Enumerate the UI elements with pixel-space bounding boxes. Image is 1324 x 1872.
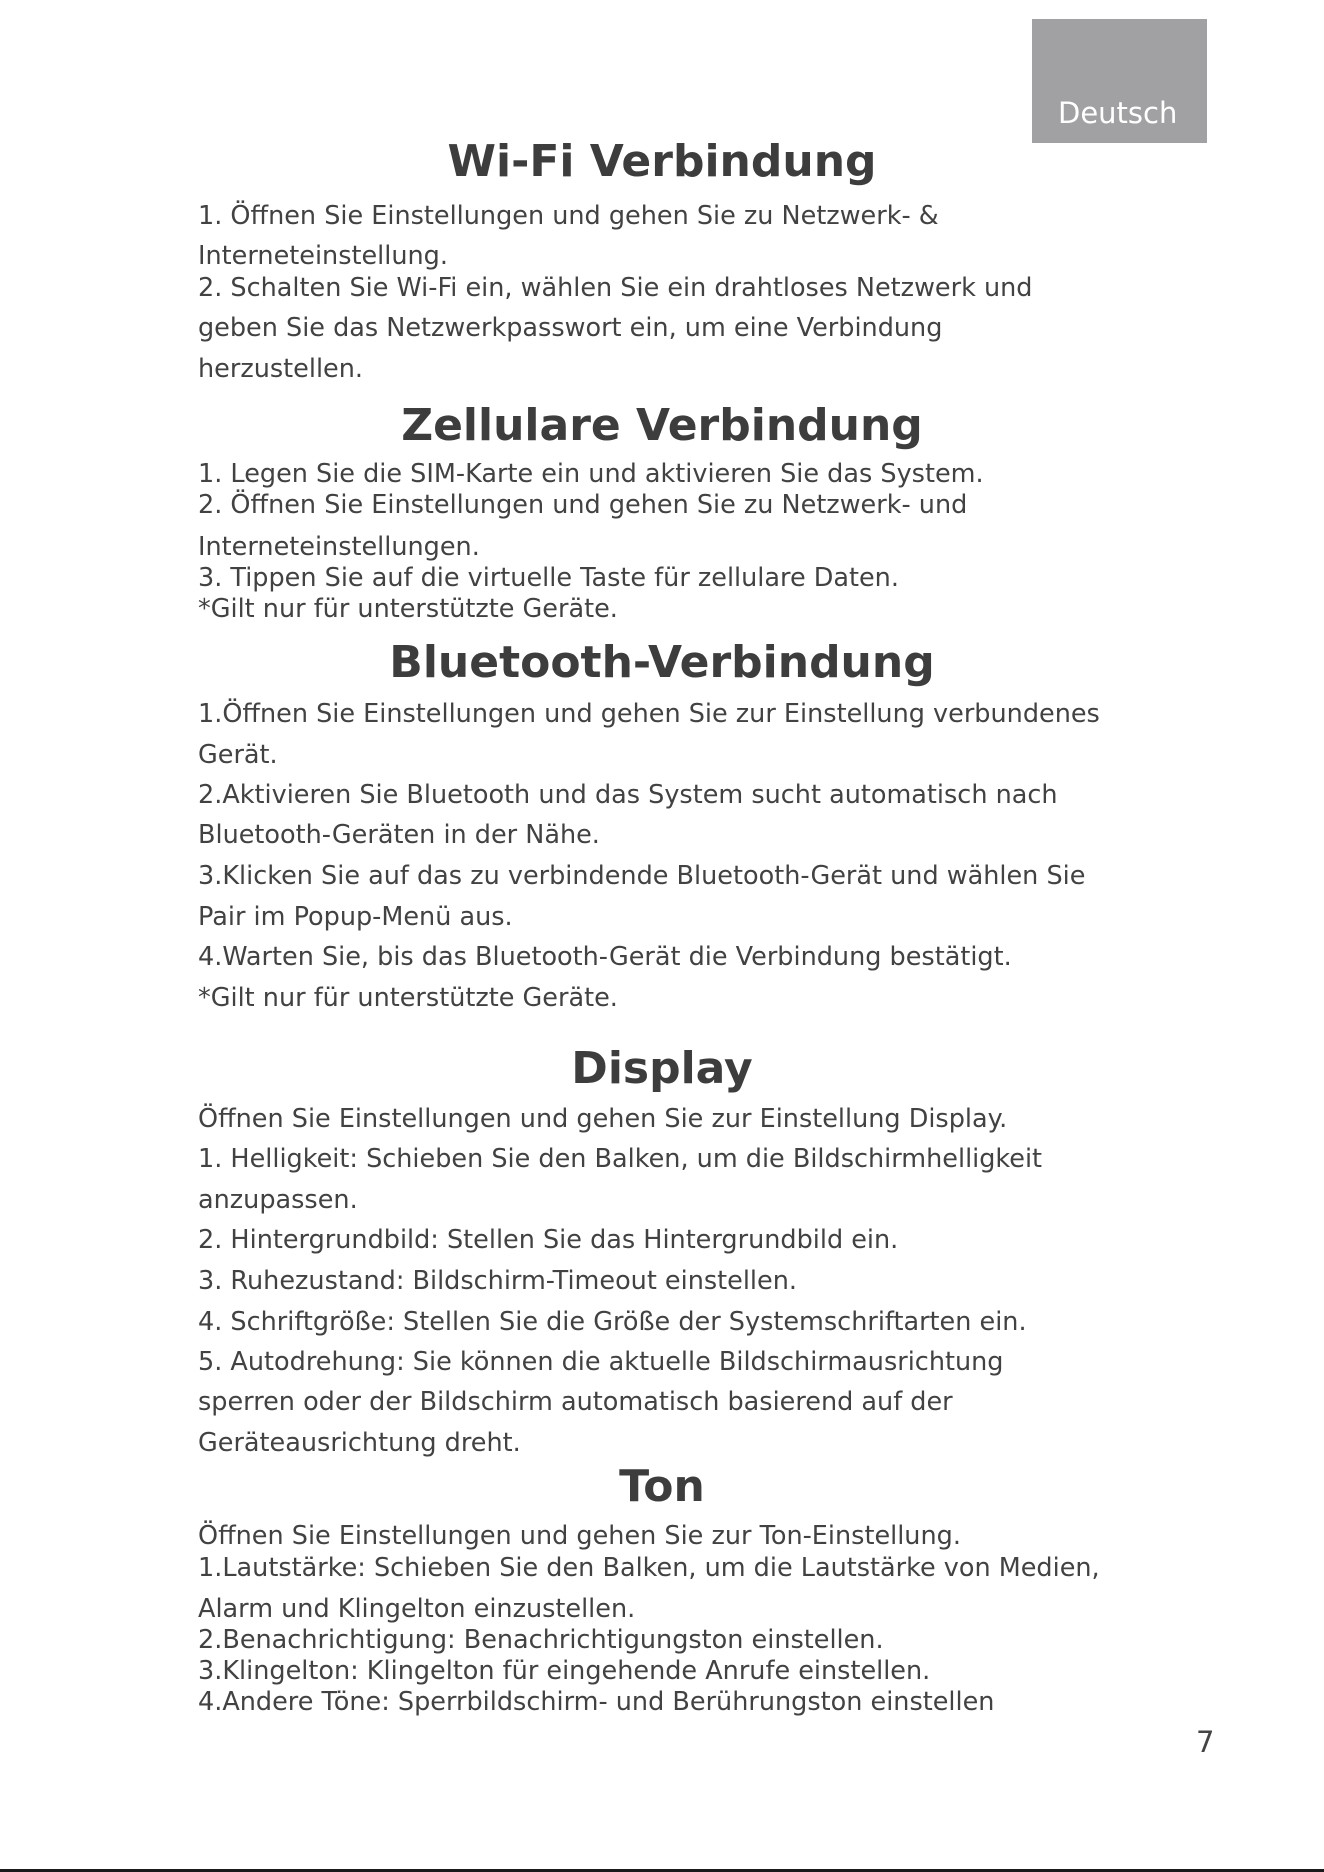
sound-line: 3.Klingelton: Klingelton für eingehende Anrufe einstellen.: [198, 1656, 931, 1686]
bluetooth-line: Pair im Popup-Menü aus.: [198, 902, 513, 932]
sound-line: Öffnen Sie Einstellungen und gehen Sie zur Ton-Einstellung.: [198, 1521, 961, 1551]
language-tab: Deutsch: [1032, 19, 1207, 143]
display-title: Display: [571, 1043, 753, 1094]
bluetooth-line: Bluetooth-Geräten in der Nähe.: [198, 820, 600, 850]
page-number: 7: [1196, 1725, 1215, 1759]
cellular-line: 2. Öffnen Sie Einstellungen und gehen Sie zu Netzwerk- und: [198, 490, 968, 520]
wifi-title: Wi-Fi Verbindung: [447, 136, 877, 187]
bluetooth-line: Gerät.: [198, 740, 278, 770]
bluetooth-line: 3.Klicken Sie auf das zu verbindende Bluetooth-Gerät und wählen Sie: [198, 861, 1086, 891]
cellular-line: *Gilt nur für unterstützte Geräte.: [198, 594, 618, 624]
sound-line: 1.Lautstärke: Schieben Sie den Balken, um die Lautstärke von Medien,: [198, 1553, 1100, 1583]
display-line: 2. Hintergrundbild: Stellen Sie das Hintergrundbild ein.: [198, 1225, 899, 1255]
display-line: 4. Schriftgröße: Stellen Sie die Größe der Systemschriftarten ein.: [198, 1307, 1027, 1337]
cellular-title: Zellulare Verbindung: [401, 400, 923, 451]
wifi-line: geben Sie das Netzwerkpasswort ein, um eine Verbindung: [198, 313, 943, 343]
cellular-line: 3. Tippen Sie auf die virtuelle Taste für zellulare Daten.: [198, 563, 899, 593]
wifi-line: 2. Schalten Sie Wi-Fi ein, wählen Sie ein drahtloses Netzwerk und: [198, 273, 1033, 303]
display-line: Öffnen Sie Einstellungen und gehen Sie zur Einstellung Display.: [198, 1104, 1008, 1134]
bluetooth-line: 2.Aktivieren Sie Bluetooth und das System sucht automatisch nach: [198, 780, 1058, 810]
wifi-line: herzustellen.: [198, 354, 363, 384]
bluetooth-line: 1.Öffnen Sie Einstellungen und gehen Sie zur Einstellung verbundenes: [198, 699, 1100, 729]
wifi-line: 1. Öffnen Sie Einstellungen und gehen Sie zu Netzwerk- &: [198, 201, 939, 231]
sound-title: Ton: [619, 1461, 705, 1512]
display-line: Geräteausrichtung dreht.: [198, 1428, 521, 1458]
display-line: anzupassen.: [198, 1185, 358, 1215]
display-line: sperren oder der Bildschirm automatisch basierend auf der: [198, 1387, 953, 1417]
display-line: 3. Ruhezustand: Bildschirm-Timeout einstellen.: [198, 1266, 797, 1296]
cellular-line: Interneteinstellungen.: [198, 532, 480, 562]
display-line: 1. Helligkeit: Schieben Sie den Balken, um die Bildschirmhelligkeit: [198, 1144, 1043, 1174]
sound-line: 2.Benachrichtigung: Benachrichtigungston einstellen.: [198, 1625, 884, 1655]
bluetooth-line: *Gilt nur für unterstützte Geräte.: [198, 983, 618, 1013]
sound-line: Alarm und Klingelton einzustellen.: [198, 1594, 636, 1624]
bluetooth-line: 4.Warten Sie, bis das Bluetooth-Gerät die Verbindung bestätigt.: [198, 942, 1012, 972]
bluetooth-title: Bluetooth-Verbindung: [389, 637, 935, 688]
wifi-line: Interneteinstellung.: [198, 241, 448, 271]
display-line: 5. Autodrehung: Sie können die aktuelle Bildschirmausrichtung: [198, 1347, 1004, 1377]
cellular-line: 1. Legen Sie die SIM-Karte ein und aktivieren Sie das System.: [198, 459, 984, 489]
sound-line: 4.Andere Töne: Sperrbildschirm- und Berührungston einstellen: [198, 1687, 995, 1717]
